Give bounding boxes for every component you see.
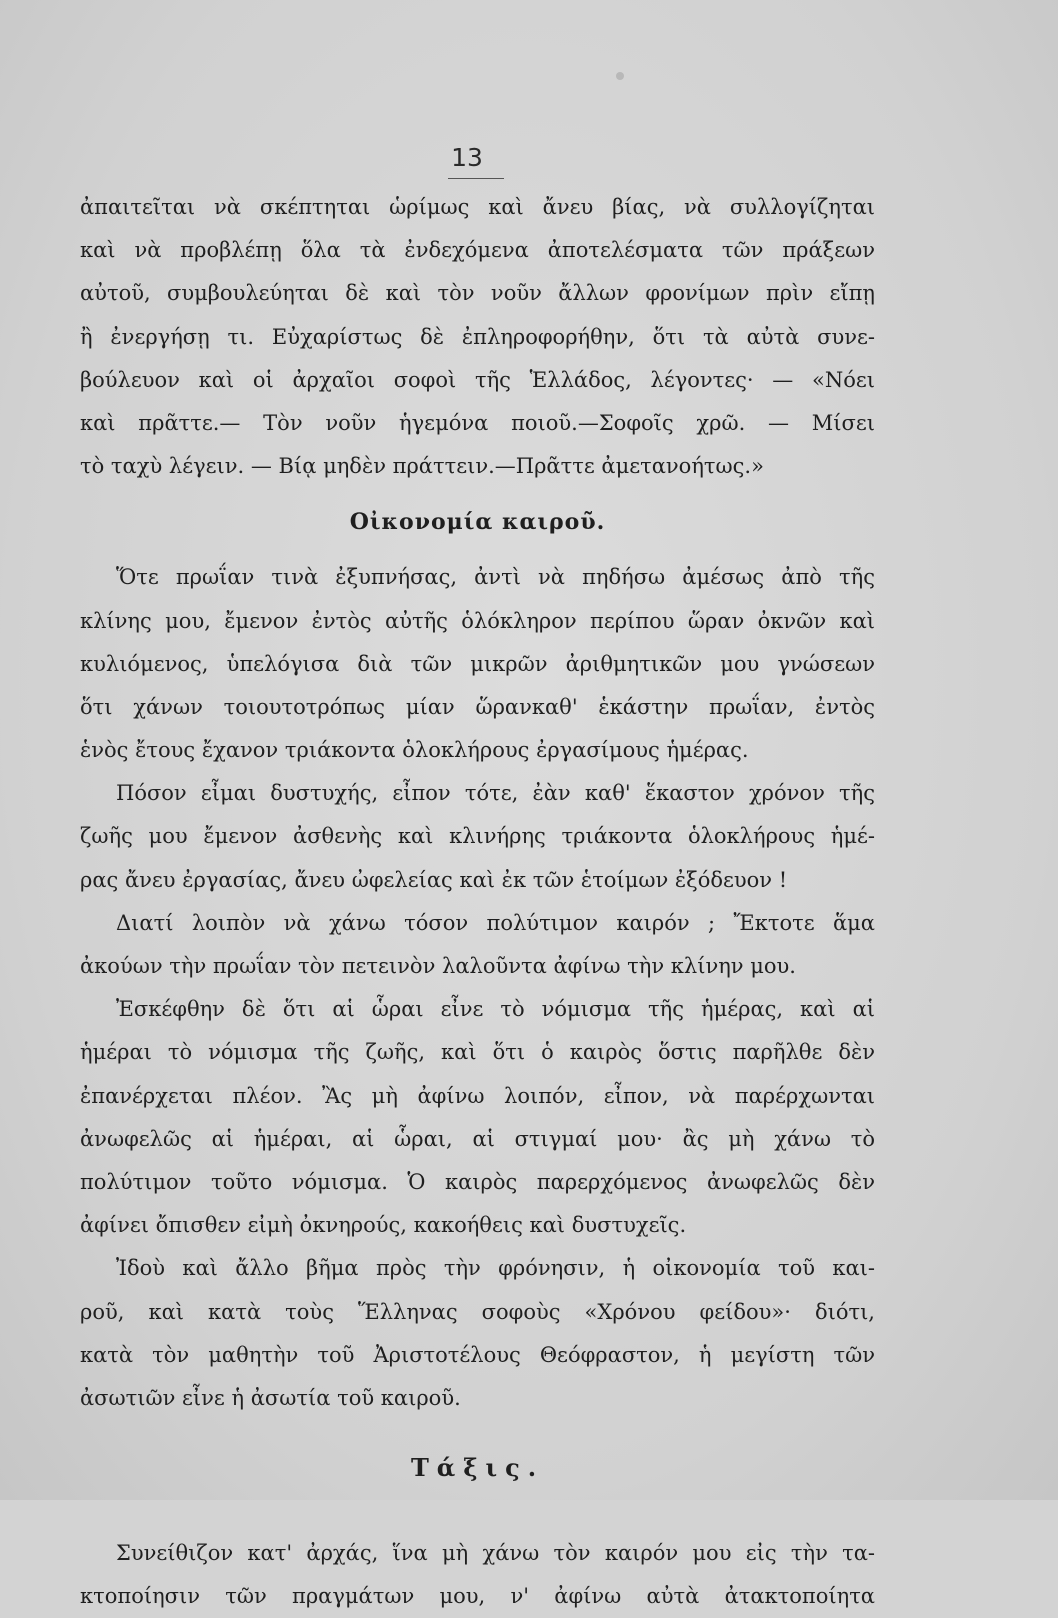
text-line: βούλευον καὶ οἱ ἀρχαῖοι σοφοὶ τῆς Ἑλλάδος, λέγοντες· — «Νόει bbox=[80, 367, 875, 392]
section-time-economy bbox=[80, 556, 875, 1420]
text-line: ζωῆς μου ἔμενον ἀσθενὴς καὶ κλινήρης τριάκοντα ὁλοκλήρους ἡμέ- bbox=[80, 824, 875, 849]
text-line: ἢ ἐνεργήσῃ τι. Εὐχαρίστως δὲ ἐπληροφορήθην, ὅτι τὰ αὐτὰ συνε- bbox=[80, 324, 875, 349]
text-line: Πόσον εἶμαι δυστυχής, εἶπον τότε, ἐὰν καθ' ἕκαστον χρόνον τῆς bbox=[116, 781, 875, 806]
text-line: Ἐσκέφθην δὲ ὅτι αἱ ὧραι εἶνε τὸ νόμισμα τῆς ἡμέρας, καὶ αἱ bbox=[116, 997, 875, 1022]
text-line: τὸ ταχὺ λέγειν. — Βίᾳ μηδὲν πράττειν.—Πρᾶττε ἀμετανοήτως.» bbox=[80, 454, 764, 479]
text-line: κυλιόμενος, ὑπελόγισα διὰ τῶν μικρῶν ἀριθμητικῶν μου γνώσεων bbox=[80, 651, 875, 676]
body-text bbox=[80, 186, 875, 1618]
text-line: Συνείθιζον κατ' ἀρχάς, ἵνα μὴ χάνω τὸν καιρόν μου εἰς τὴν τα- bbox=[116, 1541, 875, 1566]
text-line: ἑνὸς ἔτους ἔχανον τριάκοντα ὁλοκλήρους ἐργασίμους ἡμέρας. bbox=[80, 738, 749, 763]
text-line: Διατί λοιπὸν νὰ χάνω τόσον πολύτιμον καιρόν ; Ἔκτοτε ἅμα bbox=[116, 910, 875, 935]
section-order bbox=[80, 1532, 875, 1618]
text-line: ἀκούων τὴν πρωΐαν τὸν πετεινὸν λαλοῦντα ἀφίνω τὴν κλίνην μου. bbox=[80, 954, 796, 978]
text-line: ἀσωτιῶν εἶνε ἡ ἀσωτία τοῦ καιροῦ. bbox=[80, 1385, 461, 1410]
section-heading-time-economy: Οἰκονομία καιροῦ. bbox=[349, 509, 606, 536]
text-line: ἀφίνει ὄπισθεν εἰμὴ ὀκνηρούς, κακοήθεις καὶ δυστυχεῖς. bbox=[80, 1213, 687, 1238]
text-line: ροῦ, καὶ κατὰ τοὺς Ἕλληνας σοφοὺς «Χρόνου φείδου»· διότι, bbox=[80, 1299, 875, 1324]
text-line: πολύτιμον τοῦτο νόμισμα. Ὁ καιρὸς παρερχόμενος ἀνωφελῶς δὲν bbox=[80, 1169, 875, 1194]
section-heading-order: Τάξις. bbox=[410, 1453, 545, 1483]
text-line: ἡμέραι τὸ νόμισμα τῆς ζωῆς, καὶ ὅτι ὁ καιρὸς ὅστις παρῆλθε δὲν bbox=[80, 1040, 875, 1065]
text-line: ἀπαιτεῖται νὰ σκέπτηται ὡρίμως καὶ ἄνευ βίας, νὰ συλλογίζηται bbox=[80, 195, 875, 219]
text-line: ρας ἄνευ ἐργασίας, ἄνευ ὠφελείας καὶ ἐκ τῶν ἑτοίμων ἐξόδευον ! bbox=[80, 867, 788, 892]
text-line: κατὰ τὸν μαθητὴν τοῦ Ἀριστοτέλους Θεόφραστον, ἡ μεγίστη τῶν bbox=[80, 1342, 875, 1367]
text-line: ἐπανέρχεται πλέον. Ἂς μὴ ἀφίνω λοιπόν, εἶπον, νὰ παρέρχωνται bbox=[80, 1083, 875, 1108]
paper-blemish bbox=[616, 72, 624, 80]
text-line: ἀνωφελῶς αἱ ἡμέραι, αἱ ὧραι, αἱ στιγμαί μου· ἂς μὴ χάνω τὸ bbox=[80, 1126, 875, 1151]
text-line: κτοποίησιν τῶν πραγμάτων μου, ν' ἀφίνω αὐτὰ ἀτακτοποίητα bbox=[80, 1584, 875, 1609]
page-number: 13 bbox=[451, 143, 483, 172]
text-line: καὶ νὰ προβλέπῃ ὅλα τὰ ἐνδεχόμενα ἀποτελέσματα τῶν πράξεων bbox=[80, 238, 875, 263]
text-line: αὐτοῦ, συμβουλεύηται δὲ καὶ τὸν νοῦν ἄλλων φρονίμων πρὶν εἴπῃ bbox=[80, 281, 875, 306]
page-number-rule bbox=[448, 178, 504, 179]
text-line: Ὅτε πρωΐαν τινὰ ἐξυπνήσας, ἀντὶ νὰ πηδήσω ἀμέσως ἀπὸ τῆς bbox=[116, 565, 875, 590]
text-line: ὅτι χάνων τοιουτοτρόπως μίαν ὥρανκαθ' ἑκάστην πρωΐαν, ἐντὸς bbox=[80, 694, 875, 719]
text-line: καὶ πρᾶττε.— Τὸν νοῦν ἡγεμόνα ποιοῦ.—Σοφοῖς χρῶ. — Μίσει bbox=[80, 410, 875, 435]
text-line: Ἰδοὺ καὶ ἄλλο βῆμα πρὸς τὴν φρόνησιν, ἡ οἰκονομία τοῦ και- bbox=[116, 1256, 875, 1281]
opening-paragraph bbox=[80, 186, 875, 488]
text-line: κλίνης μου, ἔμενον ἐντὸς αὐτῆς ὁλόκληρον περίπου ὥραν ὀκνῶν καὶ bbox=[80, 608, 875, 633]
